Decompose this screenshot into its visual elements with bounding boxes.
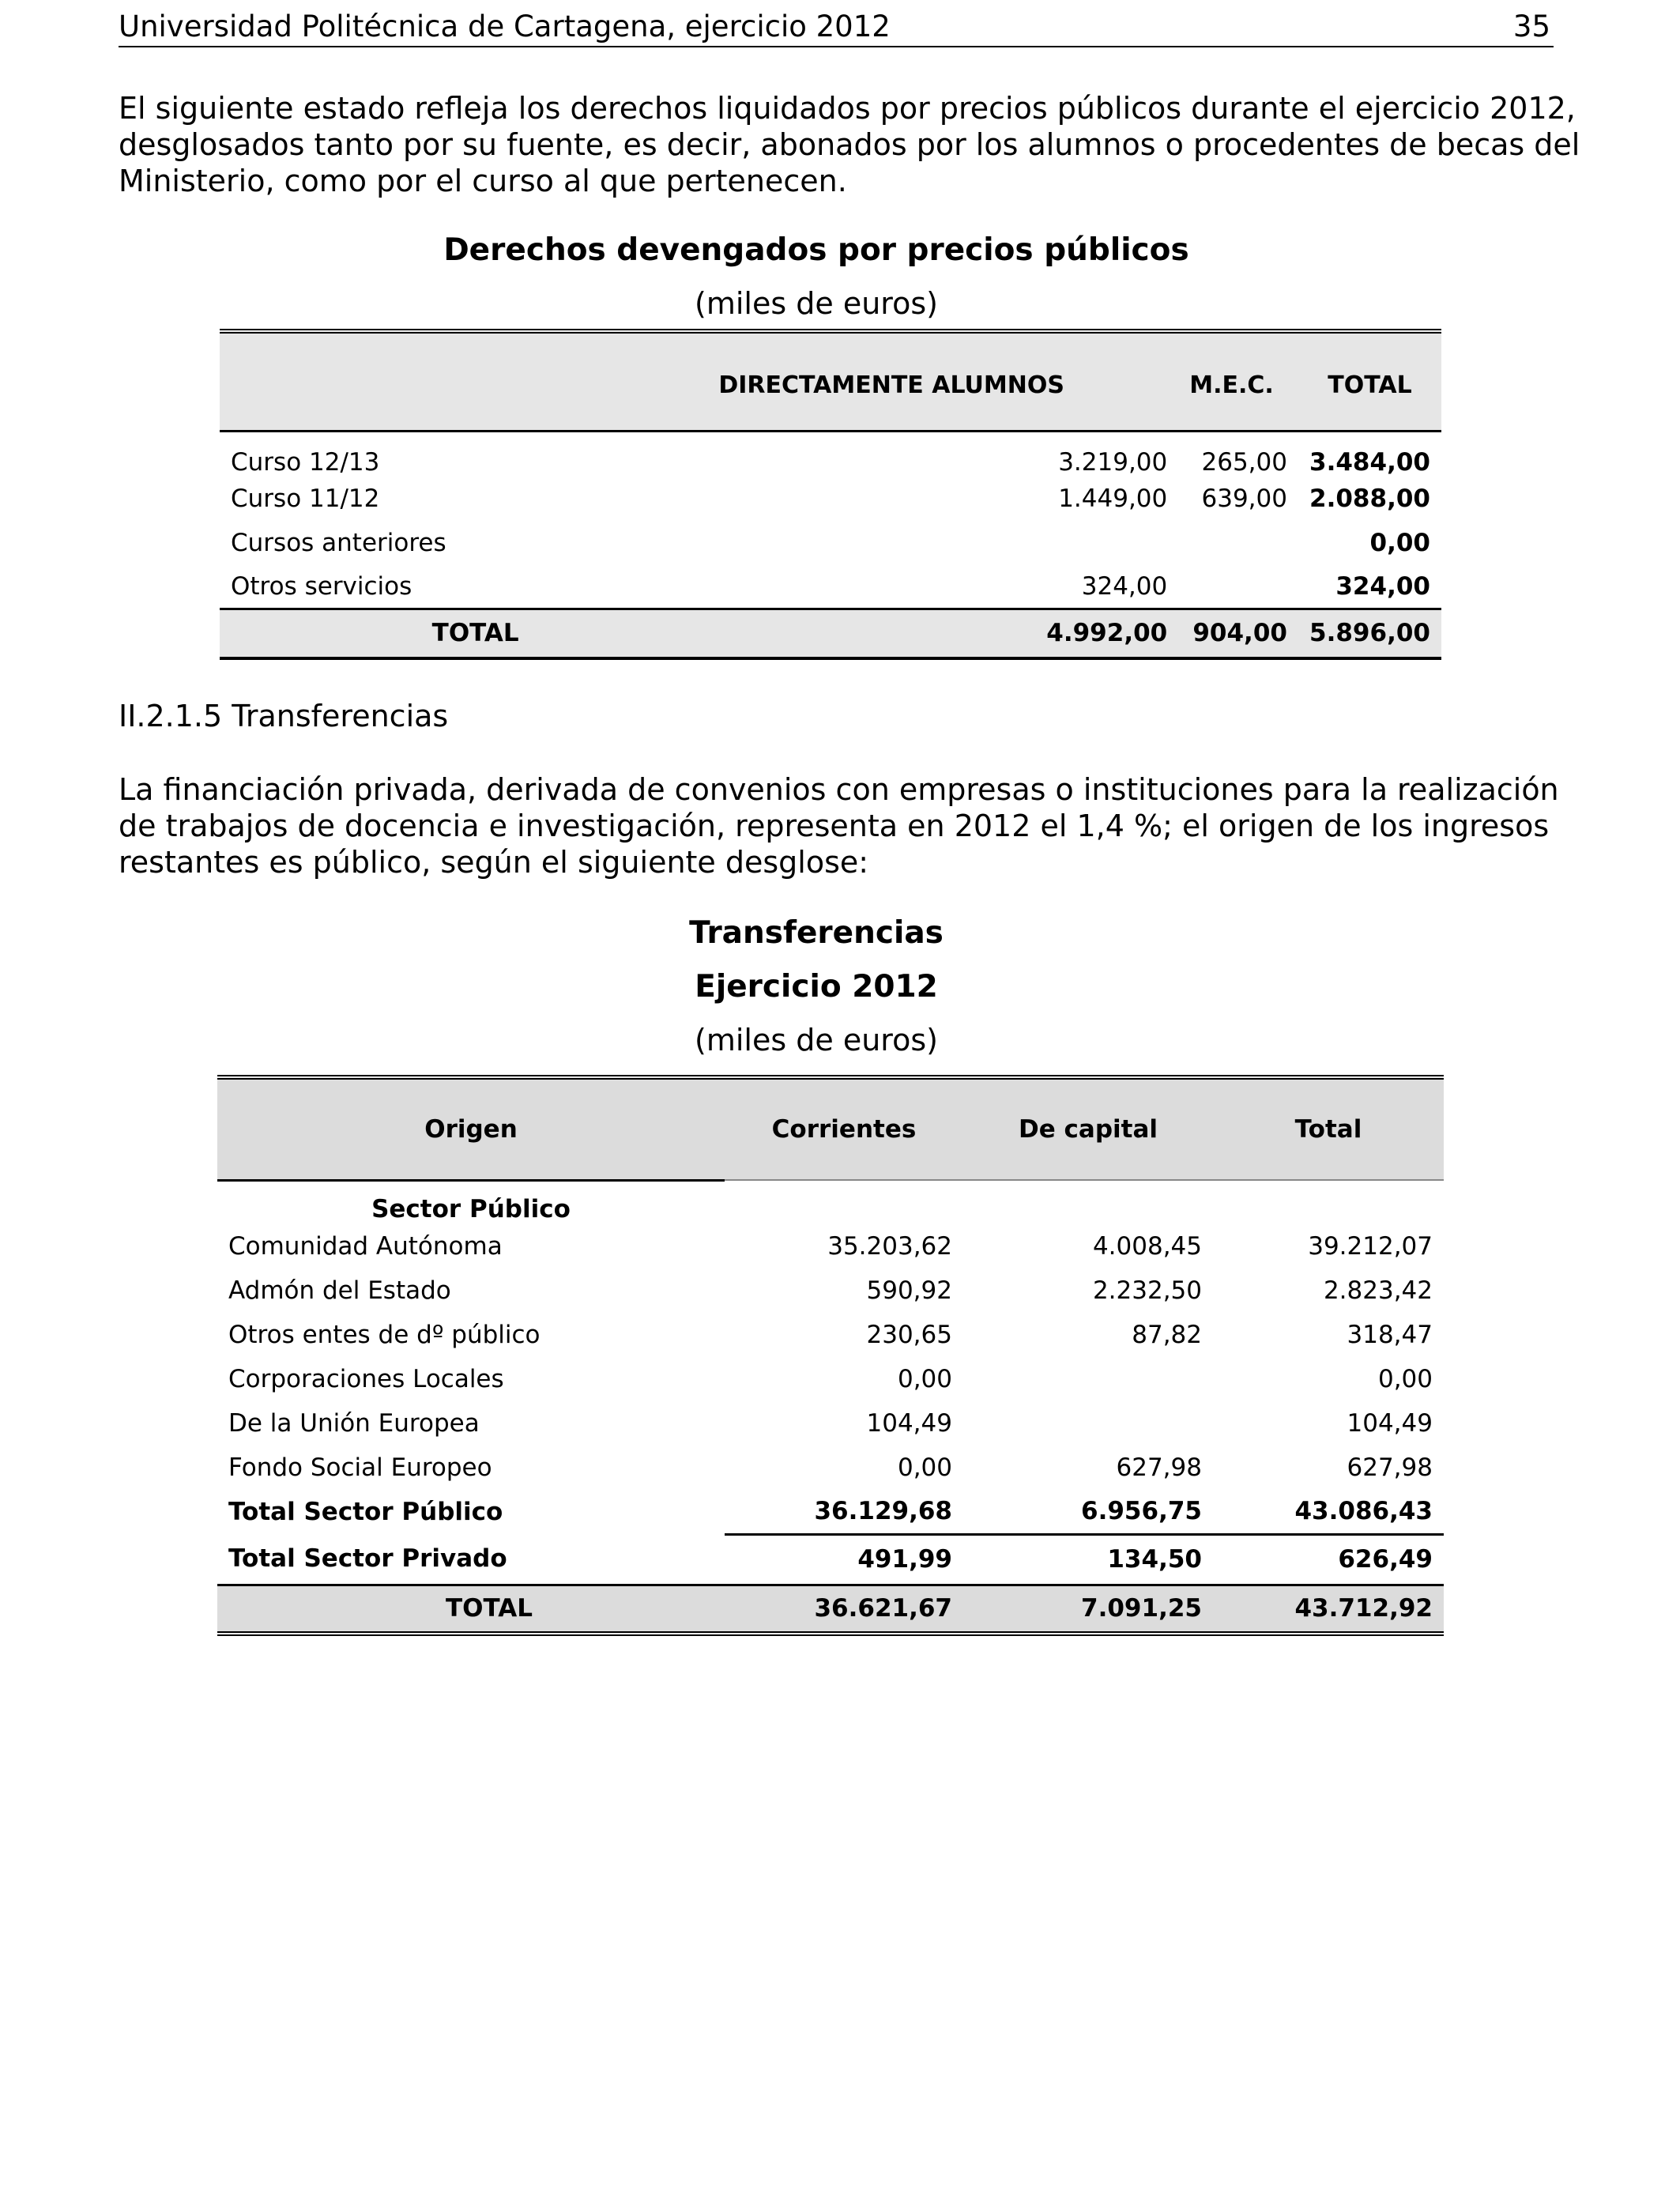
cell: 3.219,00 [1058, 447, 1168, 477]
table-row [217, 1224, 1444, 1269]
cell: 36.129,68 [725, 1490, 963, 1534]
cell: 230,65 [866, 1321, 952, 1349]
column-header: Total [1213, 1077, 1444, 1180]
table-row [220, 521, 1441, 565]
cell [963, 1401, 1213, 1446]
cell: 0,00 [1369, 528, 1430, 557]
transferencias-table [217, 1075, 1444, 1636]
table-row [220, 565, 1441, 609]
cell: 36.621,67 [814, 1594, 952, 1623]
cell: 318,47 [1347, 1321, 1433, 1349]
cell: 87,82 [1132, 1321, 1202, 1349]
cell: 43.712,92 [1294, 1594, 1433, 1623]
row-label: Otros entes de dº público [228, 1321, 541, 1349]
cell: 4.992,00 [1046, 619, 1168, 648]
subtotal-row-publico [217, 1490, 1444, 1534]
intro-line: El siguiente estado refleja los derechos liquidados por precios públicos durante el ejercicio 2012, [119, 91, 1576, 126]
row-label: Curso 11/12 [231, 484, 380, 513]
section-heading: II.2.1.5 Transferencias [119, 699, 449, 733]
cell: 104,49 [1347, 1409, 1433, 1438]
cell: 7.091,25 [1081, 1594, 1202, 1623]
table1-title: Derechos devengados por precios públicos [443, 232, 1189, 268]
cell: 2.088,00 [1309, 484, 1430, 513]
row-label: Corporaciones Locales [228, 1365, 504, 1393]
cell [1178, 565, 1298, 609]
intro-paragraph [119, 90, 1580, 199]
cell: 0,00 [897, 1453, 952, 1482]
row-label: Curso 12/13 [231, 447, 380, 477]
table-row [217, 1446, 1444, 1490]
document-title: Universidad Politécnica de Cartagena, ejercicio 2012 [119, 9, 891, 43]
cell: 590,92 [866, 1276, 952, 1305]
cell [963, 1357, 1213, 1401]
cell: 104,49 [866, 1409, 952, 1438]
column-header: De capital [963, 1077, 1213, 1180]
cell: 1.449,00 [1058, 484, 1168, 513]
cell: 265,00 [1201, 447, 1287, 477]
group-row [217, 1180, 1444, 1224]
table-row [217, 1401, 1444, 1446]
page-header [119, 8, 1554, 47]
cell: 2.232,50 [1092, 1276, 1202, 1305]
row-label: De la Unión Europea [228, 1409, 480, 1438]
row-label: Otros servicios [231, 571, 412, 601]
cell: 626,49 [1338, 1545, 1433, 1574]
cell [695, 521, 1178, 565]
cell: 491,99 [857, 1545, 952, 1574]
table2-title: Transferencias [689, 915, 944, 951]
table-row [217, 1269, 1444, 1313]
cell: 0,00 [1377, 1365, 1433, 1393]
column-header: TOTAL [1298, 331, 1441, 431]
group-label: Sector Público [371, 1194, 571, 1223]
table-row [217, 1357, 1444, 1401]
column-header: DIRECTAMENTE ALUMNOS [695, 331, 1178, 431]
table2-title2: Ejercicio 2012 [695, 969, 938, 1005]
cell: 0,00 [897, 1365, 952, 1393]
cell: 324,00 [1335, 571, 1430, 601]
cell: 5.896,00 [1309, 619, 1430, 648]
row-label: TOTAL [446, 1594, 533, 1623]
row-label: Cursos anteriores [231, 528, 446, 557]
intro-line: desglosados tanto por su fuente, es decir, abonados por los alumnos o procedentes de becas del [119, 127, 1580, 162]
section-paragraph [119, 771, 1559, 880]
cell: 324,00 [1081, 571, 1168, 601]
cell: 4.008,45 [1092, 1232, 1202, 1261]
total-row [220, 609, 1441, 658]
row-label: Comunidad Autónoma [228, 1232, 503, 1261]
table2-subtitle: (miles de euros) [695, 1023, 938, 1057]
cell: 35.203,62 [827, 1232, 952, 1261]
cell: 639,00 [1201, 484, 1287, 513]
cell: 134,50 [1107, 1545, 1202, 1574]
column-header: Corrientes [725, 1077, 963, 1180]
table-header-row [220, 331, 1441, 431]
cell: 6.956,75 [963, 1490, 1213, 1534]
cell: 39.212,07 [1308, 1232, 1433, 1261]
row-label: TOTAL [431, 619, 519, 648]
total-row [217, 1585, 1444, 1634]
cell: 43.086,43 [1213, 1490, 1444, 1534]
derechos-table [220, 329, 1441, 660]
table-row [220, 431, 1441, 477]
subtotal-row-privado [217, 1534, 1444, 1585]
cell: 3.484,00 [1309, 447, 1430, 477]
row-label: Admón del Estado [228, 1276, 451, 1305]
section-line: restantes es público, según el siguiente desglose: [119, 845, 869, 880]
column-header: Origen [217, 1077, 725, 1180]
row-label: Fondo Social Europeo [228, 1453, 492, 1482]
intro-line: Ministerio, como por el curso al que pertenecen. [119, 164, 847, 198]
cell [1178, 521, 1298, 565]
cell: 904,00 [1192, 619, 1287, 648]
cell: 627,98 [1347, 1453, 1433, 1482]
table-row [217, 1313, 1444, 1357]
cell: 2.823,42 [1323, 1276, 1433, 1305]
row-label: Total Sector Privado [228, 1544, 507, 1574]
page-number: 35 [1512, 9, 1550, 43]
column-header [220, 331, 695, 431]
column-header: M.E.C. [1178, 331, 1298, 431]
table-row [220, 477, 1441, 521]
cell: 627,98 [1116, 1453, 1202, 1482]
row-label: Total Sector Público [228, 1498, 503, 1526]
table-header-row [217, 1077, 1444, 1180]
table1-subtitle: (miles de euros) [695, 286, 938, 321]
section-line: La financiación privada, derivada de convenios con empresas o instituciones para la realización [119, 772, 1559, 807]
section-line: de trabajos de docencia e investigación, representa en 2012 el 1,4 %; el origen de los ingresos [119, 809, 1550, 843]
